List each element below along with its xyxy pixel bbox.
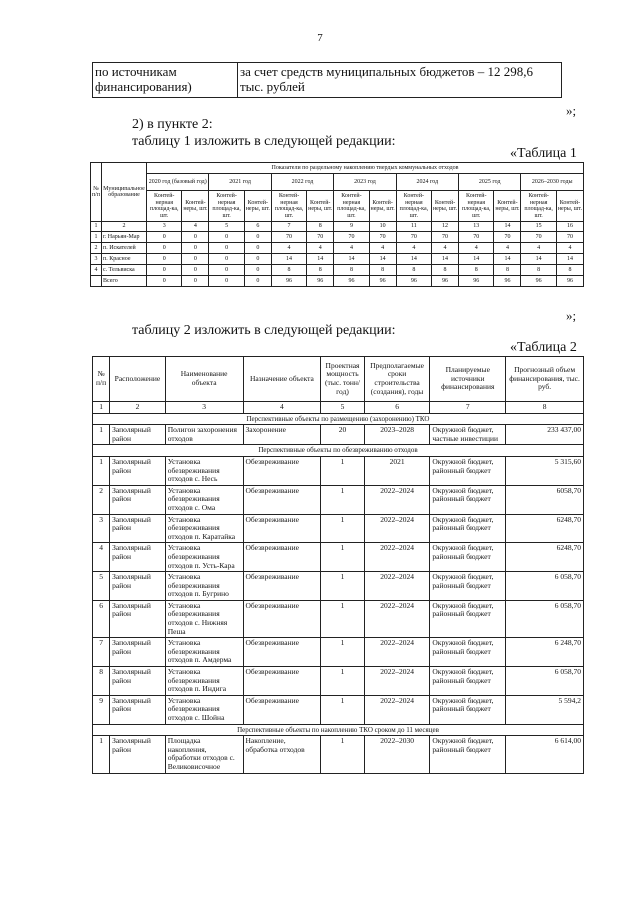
t2-col-number: 1 — [93, 402, 110, 414]
t2-header-cell: Предполагаемые сроки строительства (создания), годы — [364, 357, 430, 402]
t2-row-amount: 5 315,60 — [506, 456, 584, 485]
t2-row-source: Окружной бюджет, районный бюджет — [430, 485, 506, 514]
point-heading: 2) в пункте 2: — [132, 117, 213, 132]
table2-row — [93, 695, 584, 724]
t2-row-amount: 6 058,70 — [506, 600, 584, 637]
t2-section-title: Перспективные объекты по размещению (захоронению) ТКО — [93, 413, 584, 425]
table2-row — [93, 736, 584, 773]
table1-row — [91, 276, 584, 287]
t1-year-header: 2023 год — [334, 174, 396, 191]
t1-row-value: 96 — [432, 276, 459, 287]
t1-row-name: п. Красное — [102, 254, 147, 265]
t1-row-value: 4 — [307, 243, 334, 254]
t1-col-number: 8 — [307, 222, 334, 232]
t1-row-no: 4 — [91, 265, 102, 276]
t1-col-number: 13 — [459, 222, 494, 232]
t1-row-value: 14 — [334, 254, 369, 265]
t1-row-value: 70 — [521, 232, 556, 243]
t1-sub-containers-header: Контей-неры, шт. — [244, 191, 271, 222]
t1-row-value: 8 — [307, 265, 334, 276]
t1-row-value: 8 — [369, 265, 396, 276]
t1-row-value: 70 — [556, 232, 583, 243]
t1-row-value: 14 — [307, 254, 334, 265]
financing-source-value: за счет средств муниципальных бюджетов – 12 298,6 тыс. рублей — [238, 63, 562, 98]
t2-row-no: 4 — [93, 543, 110, 572]
close-quote-1: »; — [566, 103, 577, 118]
t1-row-no: 3 — [91, 254, 102, 265]
table1-row — [91, 232, 584, 243]
t2-row-no: 1 — [93, 425, 110, 445]
table1-header-row — [91, 163, 584, 174]
t2-row-capacity: 1 — [321, 695, 364, 724]
t1-row-value: 0 — [182, 276, 209, 287]
t1-row-value: 0 — [209, 232, 244, 243]
page-number: 7 — [317, 32, 323, 44]
t1-col-number: 6 — [244, 222, 271, 232]
t1-row-value: 0 — [147, 265, 182, 276]
t2-row-purpose: Обезвреживание — [243, 600, 321, 637]
t1-row-value: 0 — [244, 254, 271, 265]
t1-row-value: 70 — [494, 232, 521, 243]
t1-row-value: 70 — [271, 232, 306, 243]
table1-caption: «Таблица 1 — [510, 146, 577, 161]
t1-row-value: 4 — [459, 243, 494, 254]
t2-col-number: 4 — [243, 402, 321, 414]
t2-row-capacity: 1 — [321, 485, 364, 514]
t1-row-value: 8 — [432, 265, 459, 276]
t2-row-no: 8 — [93, 667, 110, 696]
t2-col-number: 3 — [165, 402, 243, 414]
t1-row-name: с. Тельвиска — [102, 265, 147, 276]
table2-section-row — [93, 445, 584, 457]
t1-row-value: 4 — [396, 243, 431, 254]
t1-row-value: 4 — [556, 243, 583, 254]
t1-row-value: 70 — [369, 232, 396, 243]
table2-row — [93, 425, 584, 445]
t1-col-number: 2 — [102, 222, 147, 232]
t1-row-value: 4 — [432, 243, 459, 254]
t2-row-period: 2022–2024 — [364, 485, 430, 514]
t2-row-capacity: 1 — [321, 638, 364, 667]
table1-sub-row — [91, 191, 584, 222]
t1-row-value: 0 — [147, 243, 182, 254]
t2-row-location: Заполярный район — [110, 485, 166, 514]
t1-col-municipality-header: Муниципальное образование — [102, 163, 147, 222]
table2-instruction: таблицу 2 изложить в следующей редакции: — [132, 323, 396, 338]
t1-row-value: 14 — [369, 254, 396, 265]
t1-row-value: 8 — [334, 265, 369, 276]
t1-row-value: 96 — [521, 276, 556, 287]
t2-header-cell: Проектная мощность (тыс. тонн/год) — [321, 357, 364, 402]
t2-row-location: Заполярный район — [110, 456, 166, 485]
t1-row-value: 14 — [459, 254, 494, 265]
t2-row-capacity: 1 — [321, 667, 364, 696]
t2-row-location: Заполярный район — [110, 667, 166, 696]
t1-row-value: 14 — [521, 254, 556, 265]
t2-row-amount: 6 248,70 — [506, 638, 584, 667]
t2-row-amount: 6 058,70 — [506, 667, 584, 696]
t2-row-name: Установка обезвреживания отходов с. Нижняя Пеша — [165, 600, 243, 637]
t1-row-value: 8 — [271, 265, 306, 276]
t1-sub-site-header: Контей-нерная площад-ка, шт. — [521, 191, 556, 222]
t2-row-purpose: Обезвреживание — [243, 485, 321, 514]
t2-row-no: 1 — [93, 456, 110, 485]
t2-row-source: Окружной бюджет, районный бюджет — [430, 638, 506, 667]
t1-row-value: 14 — [432, 254, 459, 265]
t2-row-capacity: 1 — [321, 514, 364, 543]
table2-row — [93, 638, 584, 667]
t1-row-value: 70 — [307, 232, 334, 243]
t1-col-number: 4 — [182, 222, 209, 232]
t1-row-value: 8 — [396, 265, 431, 276]
t1-col-number: 14 — [494, 222, 521, 232]
t1-row-name: Всего — [102, 276, 147, 287]
t1-col-number: 10 — [369, 222, 396, 232]
t2-row-source: Окружной бюджет, районный бюджет — [430, 456, 506, 485]
t1-col-number: 3 — [147, 222, 182, 232]
t2-row-location: Заполярный район — [110, 600, 166, 637]
table2-section-row — [93, 724, 584, 736]
t2-row-source: Окружной бюджет, районный бюджет — [430, 695, 506, 724]
table2-row — [93, 600, 584, 637]
t2-row-period: 2023–2028 — [364, 425, 430, 445]
t1-col-number: 11 — [396, 222, 431, 232]
t2-section-title: Перспективные объекты по накоплению ТКО сроком до 11 месяцев — [93, 724, 584, 736]
t2-col-number: 6 — [364, 402, 430, 414]
t1-row-value: 4 — [334, 243, 369, 254]
t1-col-number: 7 — [271, 222, 306, 232]
t1-row-value: 96 — [494, 276, 521, 287]
t2-row-capacity: 1 — [321, 600, 364, 637]
t1-col-number: 12 — [432, 222, 459, 232]
t2-row-purpose: Захоронение — [243, 425, 321, 445]
t2-row-period: 2022–2024 — [364, 695, 430, 724]
t1-sub-containers-header: Контей-неры, шт. — [307, 191, 334, 222]
table1-years-row — [91, 174, 584, 191]
t2-row-purpose: Обезвреживание — [243, 638, 321, 667]
t1-sub-containers-header: Контей-неры, шт. — [369, 191, 396, 222]
t2-row-purpose: Накопление, обработка отходов — [243, 736, 321, 773]
t1-year-header: 2026–2030 годы — [521, 174, 584, 191]
t2-row-amount: 6058,70 — [506, 485, 584, 514]
t2-col-number: 8 — [506, 402, 584, 414]
t1-row-value: 0 — [182, 254, 209, 265]
t2-row-name: Установка обезвреживания отходов п. Усть-Кара — [165, 543, 243, 572]
t1-row-value: 0 — [182, 243, 209, 254]
t2-header-cell: Прогнозный объем финансирования, тыс. руб. — [506, 357, 584, 402]
t1-row-value: 8 — [459, 265, 494, 276]
table2-row — [93, 456, 584, 485]
table2-row — [93, 572, 584, 601]
t2-row-location: Заполярный район — [110, 425, 166, 445]
t1-row-value: 70 — [334, 232, 369, 243]
t2-col-number: 5 — [321, 402, 364, 414]
t2-header-cell: Назначение объекта — [243, 357, 321, 402]
t2-row-no: 9 — [93, 695, 110, 724]
t2-row-source: Окружной бюджет, районный бюджет — [430, 543, 506, 572]
t1-row-value: 0 — [147, 276, 182, 287]
t1-row-value: 96 — [334, 276, 369, 287]
table2-row — [93, 514, 584, 543]
t1-col-number: 1 — [91, 222, 102, 232]
t1-sub-site-header: Контей-нерная площад-ка, шт. — [209, 191, 244, 222]
t1-row-value: 96 — [271, 276, 306, 287]
t1-year-header: 2021 год — [209, 174, 271, 191]
t2-row-name: Установка обезвреживания отходов п. Каратайка — [165, 514, 243, 543]
t2-row-name: Установка обезвреживания отходов п. Индига — [165, 667, 243, 696]
t2-row-capacity: 1 — [321, 736, 364, 773]
t2-row-purpose: Обезвреживание — [243, 572, 321, 601]
t2-row-name: Полигон захоронения отходов — [165, 425, 243, 445]
financing-source-label: по источникам финансирования) — [93, 63, 238, 98]
table2-col-numbers-row — [93, 402, 584, 414]
t1-col-number: 16 — [556, 222, 583, 232]
t1-row-no — [91, 276, 102, 287]
t2-row-amount: 6 614,00 — [506, 736, 584, 773]
t2-row-purpose: Обезвреживание — [243, 667, 321, 696]
t2-row-purpose: Обезвреживание — [243, 456, 321, 485]
t2-row-capacity: 1 — [321, 456, 364, 485]
t1-sub-site-header: Контей-нерная площад-ка, шт. — [459, 191, 494, 222]
t1-sub-containers-header: Контей-неры, шт. — [556, 191, 583, 222]
t1-row-value: 8 — [494, 265, 521, 276]
t1-year-header: 2024 год — [396, 174, 458, 191]
t2-row-no: 1 — [93, 736, 110, 773]
t1-row-value: 96 — [396, 276, 431, 287]
t2-row-capacity: 20 — [321, 425, 364, 445]
t1-col-no-header: № п/п — [91, 163, 102, 222]
t2-row-purpose: Обезвреживание — [243, 695, 321, 724]
t2-header-cell: Наименование объекта — [165, 357, 243, 402]
t1-row-value: 0 — [147, 232, 182, 243]
financing-source-table — [92, 62, 562, 98]
t2-row-period: 2022–2024 — [364, 543, 430, 572]
t1-row-value: 96 — [556, 276, 583, 287]
t1-row-value: 14 — [556, 254, 583, 265]
t2-row-period: 2021 — [364, 456, 430, 485]
t2-row-location: Заполярный район — [110, 543, 166, 572]
t1-year-header: 2025 год — [459, 174, 521, 191]
t1-row-value: 14 — [494, 254, 521, 265]
t2-row-source: Окружной бюджет, районный бюджет — [430, 600, 506, 637]
t1-col-number: 5 — [209, 222, 244, 232]
t1-row-value: 0 — [209, 243, 244, 254]
t1-row-value: 96 — [459, 276, 494, 287]
t1-group-header: Показатели по раздельному накоплению твердых коммунальных отходов — [147, 163, 584, 174]
t2-row-name: Установка обезвреживания отходов с. Ома — [165, 485, 243, 514]
t1-row-value: 4 — [521, 243, 556, 254]
t1-sub-site-header: Контей-нерная площад-ка, шт. — [147, 191, 182, 222]
t2-header-cell: Расположение — [110, 357, 166, 402]
t2-col-number: 2 — [110, 402, 166, 414]
t2-row-source: Окружной бюджет, районный бюджет — [430, 736, 506, 773]
t1-row-value: 8 — [556, 265, 583, 276]
t1-row-value: 0 — [209, 254, 244, 265]
t1-row-value: 4 — [494, 243, 521, 254]
t2-row-location: Заполярный район — [110, 572, 166, 601]
t1-row-value: 96 — [307, 276, 334, 287]
t1-row-value: 0 — [209, 265, 244, 276]
t1-row-name: г. Нарьян-Мар — [102, 232, 147, 243]
t2-row-capacity: 1 — [321, 543, 364, 572]
t2-row-amount: 5 594,2 — [506, 695, 584, 724]
table1-instruction: таблицу 1 изложить в следующей редакции: — [132, 134, 396, 149]
t2-row-period: 2022–2024 — [364, 638, 430, 667]
t1-row-name: п. Искателей — [102, 243, 147, 254]
t2-row-no: 2 — [93, 485, 110, 514]
t2-row-name: Установка обезвреживания отходов с. Шойна — [165, 695, 243, 724]
t1-row-value: 4 — [271, 243, 306, 254]
table2-section-row — [93, 413, 584, 425]
t1-row-value: 0 — [147, 254, 182, 265]
table2-row — [93, 485, 584, 514]
t1-row-no: 1 — [91, 232, 102, 243]
t2-row-period: 2022–2024 — [364, 600, 430, 637]
t1-row-value: 14 — [396, 254, 431, 265]
t1-row-value: 70 — [432, 232, 459, 243]
t2-row-location: Заполярный район — [110, 736, 166, 773]
t2-row-location: Заполярный район — [110, 695, 166, 724]
table1-row — [91, 243, 584, 254]
t2-row-no: 6 — [93, 600, 110, 637]
table-1 — [90, 162, 584, 287]
t2-row-capacity: 1 — [321, 572, 364, 601]
table1-row — [91, 265, 584, 276]
table1-row — [91, 254, 584, 265]
t1-col-number: 9 — [334, 222, 369, 232]
table1-col-numbers-row — [91, 222, 584, 232]
t2-row-name: Установка обезвреживания отходов п. Бугрино — [165, 572, 243, 601]
t1-row-value: 0 — [244, 232, 271, 243]
t1-sub-containers-header: Контей-неры, шт. — [432, 191, 459, 222]
t1-row-value: 0 — [244, 243, 271, 254]
t2-header-cell: Планируемые источники финансирования — [430, 357, 506, 402]
t1-row-value: 70 — [396, 232, 431, 243]
t2-row-amount: 233 437,00 — [506, 425, 584, 445]
t2-row-period: 2022–2024 — [364, 514, 430, 543]
table2-caption: «Таблица 2 — [510, 340, 577, 355]
t1-row-value: 0 — [182, 265, 209, 276]
t1-sub-site-header: Контей-нерная площад-ка, шт. — [334, 191, 369, 222]
t2-row-source: Окружной бюджет, районный бюджет — [430, 667, 506, 696]
t2-row-location: Заполярный район — [110, 514, 166, 543]
t2-row-period: 2022–2030 — [364, 736, 430, 773]
t2-row-amount: 6248,70 — [506, 514, 584, 543]
t2-row-period: 2022–2024 — [364, 572, 430, 601]
t2-row-purpose: Обезвреживание — [243, 514, 321, 543]
table2-row — [93, 543, 584, 572]
t2-row-no: 5 — [93, 572, 110, 601]
t1-col-number: 15 — [521, 222, 556, 232]
t1-row-no: 2 — [91, 243, 102, 254]
t1-row-value: 0 — [209, 276, 244, 287]
t2-row-no: 3 — [93, 514, 110, 543]
t2-col-number: 7 — [430, 402, 506, 414]
t2-row-source: Окружной бюджет, районный бюджет — [430, 572, 506, 601]
t2-row-name: Площадка накопления, обработки отходов с. Великовисочное — [165, 736, 243, 773]
t1-row-value: 0 — [244, 265, 271, 276]
t1-sub-site-header: Контей-нерная площад-ка, шт. — [271, 191, 306, 222]
t2-row-purpose: Обезвреживание — [243, 543, 321, 572]
table2-row — [93, 667, 584, 696]
t1-row-value: 4 — [369, 243, 396, 254]
t1-row-value: 0 — [244, 276, 271, 287]
t2-row-name: Установка обезвреживания отходов п. Амдерма — [165, 638, 243, 667]
t1-year-header: 2020 год (базовый год) — [147, 174, 209, 191]
t1-row-value: 96 — [369, 276, 396, 287]
t2-row-no: 7 — [93, 638, 110, 667]
t1-row-value: 14 — [271, 254, 306, 265]
t1-sub-site-header: Контей-нерная площад-ка, шт. — [396, 191, 431, 222]
t2-section-title: Перспективные объекты по обезвреживанию отходов — [93, 445, 584, 457]
t2-row-amount: 6 058,70 — [506, 572, 584, 601]
t1-row-value: 8 — [521, 265, 556, 276]
t2-row-source: Окружной бюджет, районный бюджет — [430, 514, 506, 543]
t1-sub-containers-header: Контей-неры, шт. — [494, 191, 521, 222]
t2-header-cell: № п/п — [93, 357, 110, 402]
t1-sub-containers-header: Контей-неры, шт. — [182, 191, 209, 222]
table-2 — [92, 356, 584, 774]
t2-row-period: 2022–2024 — [364, 667, 430, 696]
t1-year-header: 2022 год — [271, 174, 333, 191]
t2-row-name: Установка обезвреживания отходов с. Несь — [165, 456, 243, 485]
t1-row-value: 70 — [459, 232, 494, 243]
t2-row-amount: 6248,70 — [506, 543, 584, 572]
table2-header-row — [93, 357, 584, 402]
close-quote-2: »; — [566, 308, 577, 323]
t1-row-value: 0 — [182, 232, 209, 243]
t2-row-source: Окружной бюджет, частные инвестиции — [430, 425, 506, 445]
t2-row-location: Заполярный район — [110, 638, 166, 667]
